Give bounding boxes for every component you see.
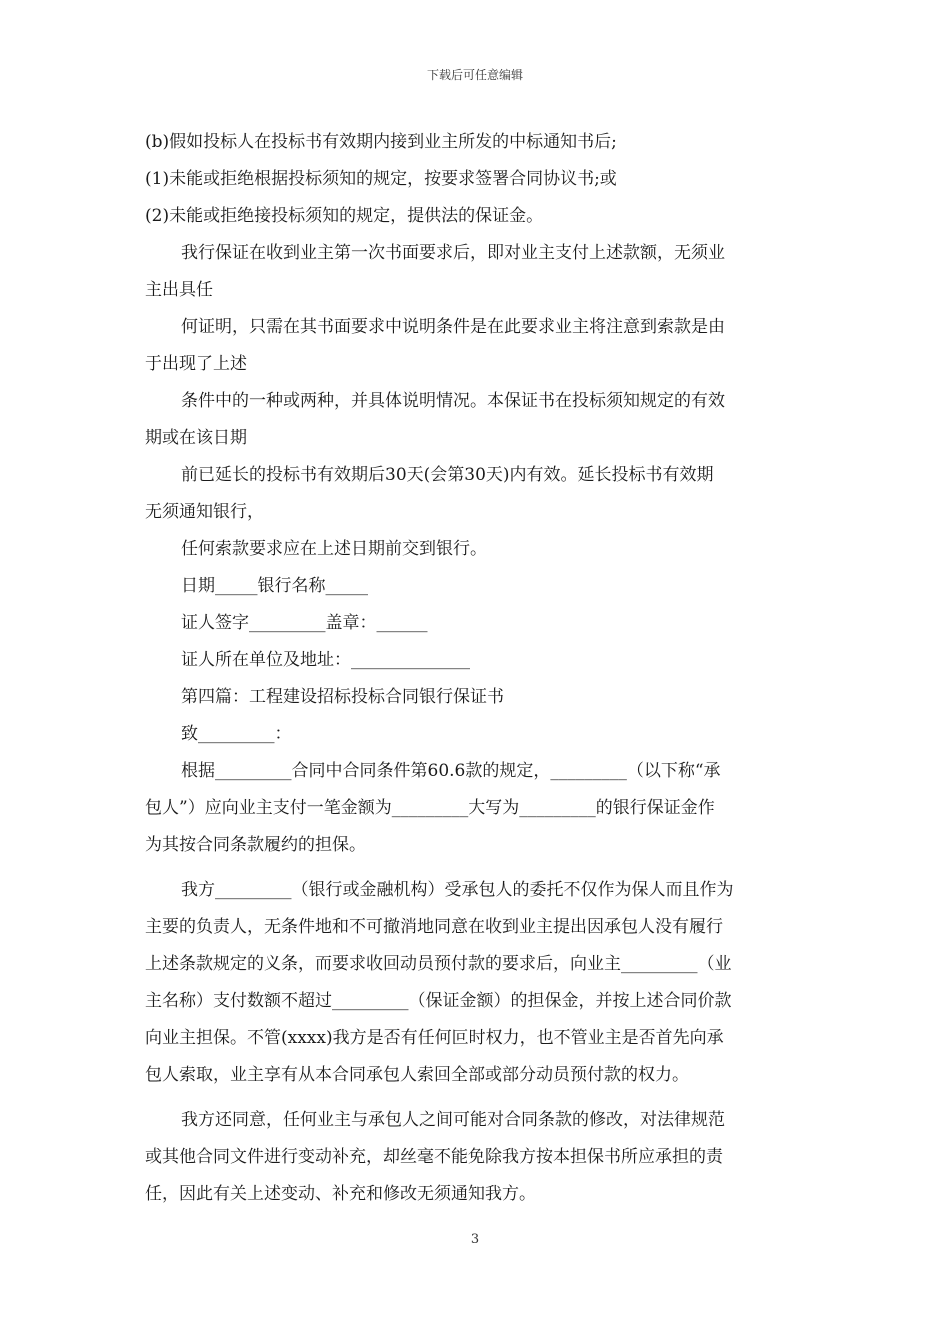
text-line: 任，因此有关上述变动、补充和修改无须通知我方。 [145,1184,536,1204]
text-line: 或其他合同文件进行变动补充，却丝毫不能免除我方按本担保书所应承担的责 [145,1147,723,1167]
page-number: 3 [470,1232,480,1247]
text-line: 主出具任 [145,280,213,300]
text-line: 包人”）应向业主支付一笔金额为_________大写为_________的银行保证金作 [145,798,715,818]
text-line: (1)未能或拒绝根据投标须知的规定，按要求签署合同协议书;或 [145,169,617,189]
witness-signature-line: 证人签字_________盖章：______ [181,613,428,633]
text-line: 上述条款规定的义条，而要求收回动员预付款的要求后，向业主_________（业 [145,954,732,974]
text-line: 我方_________（银行或金融机构）受承包人的委托不仅作为保人而且作为 [181,880,734,900]
text-line: 主要的负责人，无条件地和不可撤消地同意在收到业主提出因承包人没有履行 [145,917,723,937]
document-body [145,124,807,1213]
section-title: 第四篇：工程建设招标投标合同银行保证书 [181,687,504,707]
text-line: 我方还同意，任何业主与承包人之间可能对合同条款的修改，对法律规范 [181,1110,725,1130]
text-line: 主名称）支付数额不超过_________（保证金额）的担保金，并按上述合同价款 [145,991,732,1011]
text-line: 于出现了上述 [145,354,247,374]
witness-address-line: 证人所在单位及地址：______________ [181,650,470,670]
addressee-line: 致_________： [181,724,292,744]
text-line: 任何索款要求应在上述日期前交到银行。 [181,539,487,559]
text-line: 期或在该日期 [145,428,247,448]
text-line: 我行保证在收到业主第一次书面要求后，即对业主支付上述款额，无须业 [181,243,725,263]
text-line: 何证明，只需在其书面要求中说明条件是在此要求业主将注意到索款是由 [181,317,725,337]
text-line: 前已延长的投标书有效期后30天(会第30天)内有效。延长投标书有效期 [181,465,714,485]
text-line: (2)未能或拒绝接投标须知的规定，提供法的保证金。 [145,206,544,226]
date-bank-name-line: 日期_____银行名称_____ [181,576,368,596]
text-line: 向业主担保。不管(xxxx)我方是否有任何叵时权力，也不管业主是否首先向承 [145,1028,724,1048]
text-line: (b)假如投标人在投标书有效期内接到业主所发的中标通知书后; [145,132,617,152]
text-line: 条件中的一种或两种，并具体说明情况。本保证书在投标须知规定的有效 [181,391,725,411]
text-line: 包人索取，业主享有从本合同承包人索回全部或部分动员预付款的权力。 [145,1065,689,1085]
text-line: 为其按合同条款履约的担保。 [145,835,366,855]
text-line: 根据_________合同中合同条件第60.6款的规定，_________（以下称“承 [181,761,721,781]
page-header: 下载后可任意编辑 [426,68,523,82]
text-line: 无须通知银行， [145,502,264,522]
